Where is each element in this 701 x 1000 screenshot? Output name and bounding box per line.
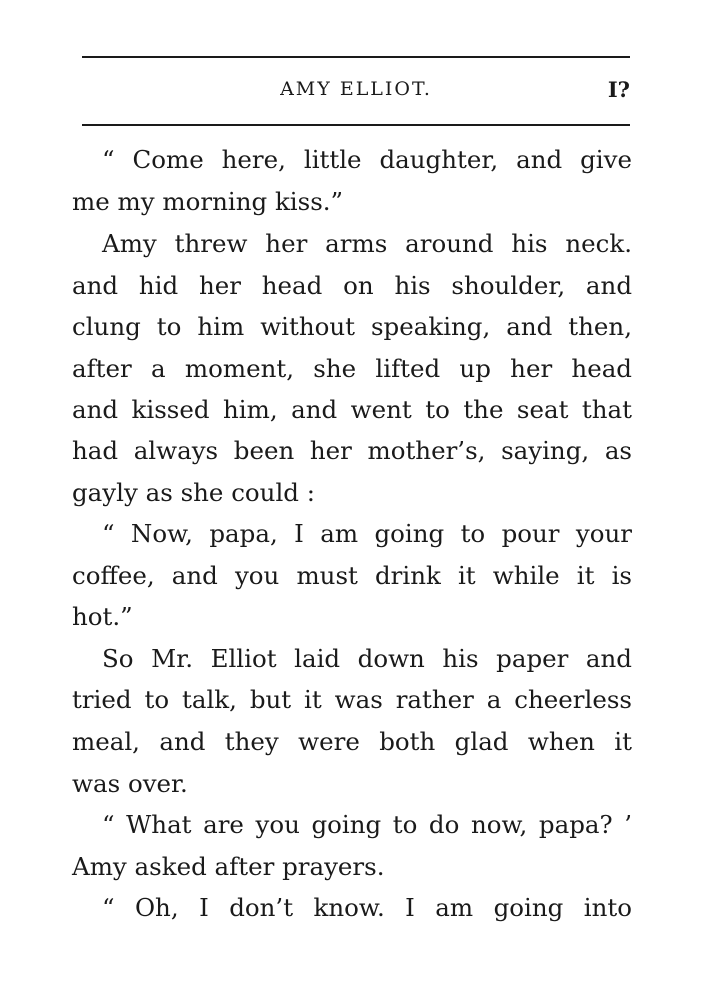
text-line: “ What are you going to do now, papa? ’ bbox=[102, 810, 632, 839]
text-line: and hid her head on his shoulder, and bbox=[72, 271, 632, 300]
header-rule-top bbox=[82, 56, 630, 58]
text-line: was over. bbox=[72, 769, 188, 798]
text-line: and kissed him, and went to the seat that bbox=[72, 395, 632, 424]
text-line: Amy threw her arms around his neck. bbox=[102, 229, 632, 258]
text-line: “ Now, papa, I am going to pour your bbox=[102, 519, 632, 548]
text-line: hot.” bbox=[72, 602, 133, 631]
text-line: meal, and they were both glad when it bbox=[72, 727, 632, 756]
header-rule-bottom bbox=[82, 124, 630, 126]
text-line: “ Oh, I don’t know. I am going into bbox=[102, 893, 632, 922]
running-head bbox=[82, 78, 630, 108]
text-line: gayly as she could : bbox=[72, 478, 316, 507]
text-line: me my morning kiss.” bbox=[72, 187, 344, 216]
text-line: tried to talk, but it was rather a cheerless bbox=[72, 685, 632, 714]
text-line: coffee, and you must drink it while it is bbox=[72, 561, 632, 590]
text-line: So Mr. Elliot laid down his paper and bbox=[102, 644, 632, 673]
text-line: clung to him without speaking, and then, bbox=[72, 312, 632, 341]
page-number: I? bbox=[607, 77, 630, 102]
text-line: Amy asked after prayers. bbox=[72, 852, 385, 881]
running-title: AMY ELLIOT. bbox=[280, 78, 432, 100]
text-line: “ Come here, little daughter, and give bbox=[102, 145, 632, 174]
text-line: had always been her mother’s, saying, as bbox=[72, 436, 632, 465]
text-line: after a moment, she lifted up her head bbox=[72, 354, 632, 383]
